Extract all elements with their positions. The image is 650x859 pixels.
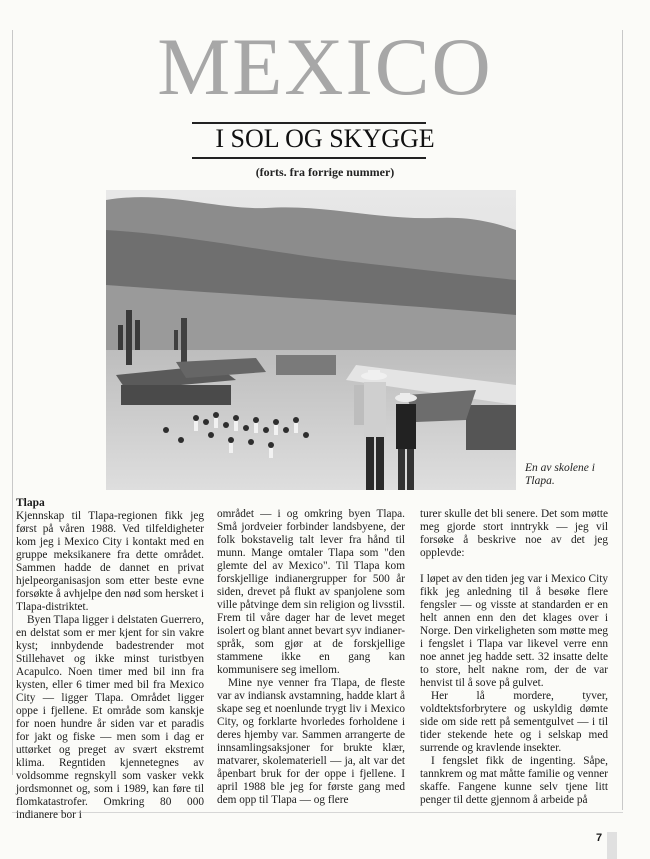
paragraph: Kjennskap til Tlapa-regionen fikk jeg først på våren 1988. Ved tilfeldigheter kom jeg i Mexico City i kontakt med en gruppe meksikanere fra dette området. Sammen hadde de dannet en privat hjelpeorganisasjon som etter beste evne forsøkte å avhjelpe den nød som hersket i Tlapa-distriktet. — [16, 510, 204, 613]
photo-caption: En av skolene i Tlapa. — [525, 462, 595, 487]
paragraph: I løpet av den tiden jeg var i Mexico City fikk jeg anledning til å besøke flere fengsler — og visste at standarden er en helt annen enn den det klages over i Norge. Den virkeligheten som møtte meg i fengslet i Tlapa var likevel verre enn noe annet jeg hadde sett. 32 insatte delte to store, helt nakne rom, der de var henvist til å sove på gulvet. — [420, 573, 608, 689]
page-gutter-bar — [607, 832, 617, 859]
section-heading: Tlapa — [16, 497, 45, 509]
text-column-1 — [16, 497, 204, 822]
article-subtitle: I SOL OG SKYGGE — [215, 124, 435, 153]
paragraph: I fengslet fikk de ingenting. Såpe, tannkrem og mat måtte familie og venner skaffe. Fangene kunne selv tjene litt penger til dette gjennom å arbeide på — [420, 755, 608, 806]
continued-note: (forts. fra forrige nummer) — [255, 165, 395, 179]
paragraph: Her lå mordere, tyver, voldtektsforbrytere og uskyldig dømte side om side rett på sementgulvet — i til tider stekende hete og i selskap med surrende og kravlende insekter. — [420, 690, 608, 754]
page-number: 7 — [596, 832, 603, 844]
paragraph: turer skulle det bli senere. Det som møtte meg gjorde stort inntrykk — jeg vil forsøke å beskrive noe av det jeg opplevde: — [420, 508, 608, 559]
text-column-3 — [420, 508, 608, 807]
school-photo — [106, 190, 516, 490]
paragraph: Byen Tlapa ligger i delstaten Guerrero, en delstat som er mer kjent for sin vakre kyst; innbydende badestrender mot Stillehavet og ikke minst turistbyen Acapulco. Noen timer med bil inn fra kysten, eller 6 timer med bil fra Mexico City — ligger Tlapa. Området ligger oppe i fjellene. Et område som kanskje for noen hundre år siden var et paradis for jakt og fiske — men som i dag er uttørket og preget av svært ekstremt klima. Regntiden kjennetegnes av voldsomme regnskyll som vasker vekk jordsmonnet og, som i 1989, kan føre til flomkatastrofer. Omkring 80 000 indianere bor i — [16, 614, 204, 821]
article-title: MEXICO — [157, 21, 493, 112]
text-column-2 — [217, 508, 405, 807]
paragraph: Mine nye venner fra Tlapa, de fleste var av indiansk avstamning, hadde klart å skape seg et noenlunde trygt liv i Mexico City, og forklarte hvorledes forholdene i deres hjemby var. Sammen arrangerte de innsamlingsaksjoner for brukte klær, matvarer, skolemateriell — ja, alt var det åpenbart bruk for der oppe i fjellene. I april 1988 ble jeg for første gang med dem opp til Tlapa — og flere — [217, 677, 405, 806]
subtitle-rule-bottom — [192, 157, 426, 159]
paragraph: området — i og omkring byen Tlapa. Små jordveier forbinder landsbyene, der folk bokstavelig talt lever fra hånd til munn. Mange omtaler Tlapa som "den glemte del av Mexico". Til Tlapa kom forskjellige indianergrupper for 500 år siden, drevet på flukt av spanjolene som ville påtvinge dem sin religion og livsstil. Frem til våre dager har de levet meget isolert og blant annet bevart syv indianer-språk, som gjør at de forskjellige stammene ikke en gang kan kommunisere seg imellom. — [217, 508, 405, 676]
